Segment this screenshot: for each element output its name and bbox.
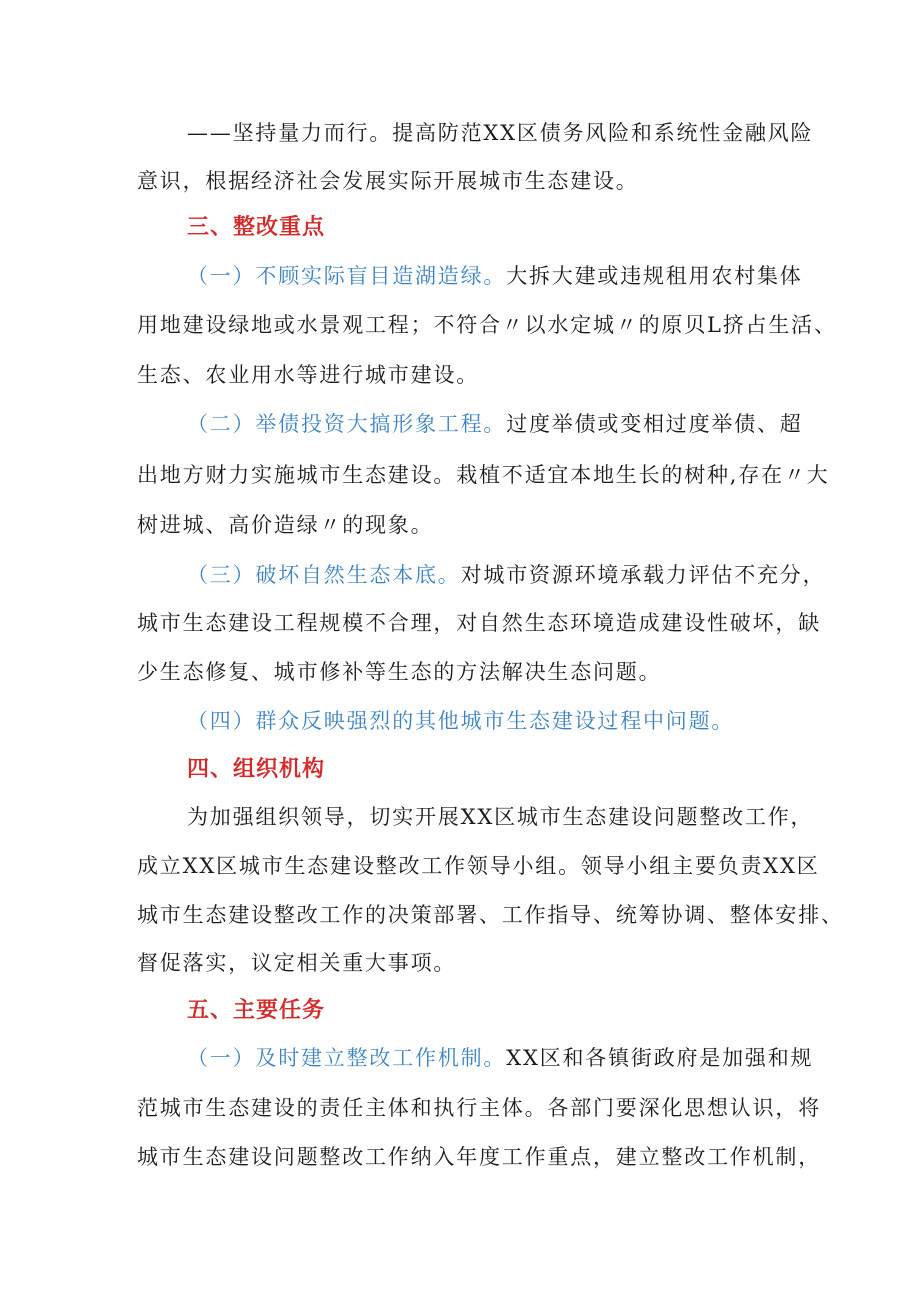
item-2-line-1 <box>187 409 817 439</box>
item-2-text: 过度举债或变相过度举债、超 <box>506 412 803 436</box>
section-heading-4: 四、组织机构 <box>187 757 326 782</box>
task-1-line-3: 城市生态建设问题整改工作纳入年度工作重点，建立整改工作机制， <box>137 1145 821 1169</box>
paragraph-4-line-3: 城市生态建设整改工作的决策部署、工作指导、统筹协调、整体安排、 <box>137 903 844 927</box>
item-1-line-1 <box>187 261 817 291</box>
paragraph-1-line-1: ——坚持量力而行。提高防范XX区债务风险和系统性金融风险 <box>187 121 814 145</box>
item-2-line-3: 树进城、高价造绿〃的现象。 <box>137 513 434 537</box>
item-1-text: 大拆大建或违规租用农村集体 <box>506 264 803 288</box>
paragraph-4-line-4: 督促落实，议定相关重大事项。 <box>137 951 457 975</box>
section-heading-5: 五、主要任务 <box>187 998 326 1023</box>
item-1-title: （一）不顾实际盲目造湖造绿。 <box>187 264 507 288</box>
section-heading-3: 三、整改重点 <box>187 215 326 240</box>
item-2-line-2: 出地方财力实施城市生态建设。栽植不适宜本地生长的树种,存在〃大 <box>137 463 830 487</box>
item-1-line-2: 用地建设绿地或水景观工程；不符合〃以水定城〃的原贝L挤占生活、 <box>137 313 837 337</box>
task-1-line-2: 范城市生态建设的责任主体和执行主体。各部门要深化思想认识，将 <box>137 1096 821 1120</box>
item-2-title: （二）举债投资大搞形象工程。 <box>187 412 507 436</box>
item-3-line-3: 少生态修复、城市修补等生态的方法解决生态问题。 <box>137 660 662 684</box>
paragraph-4-line-1: 为加强组织领导，切实开展XX区城市生态建设问题整改工作， <box>187 805 814 829</box>
task-1-text: XX区和各镇街政府是加强和规 <box>506 1046 814 1070</box>
item-4-title: （四）群众反映强烈的其他城市生态建设过程中问题。 <box>187 709 735 733</box>
item-3-line-2: 城市生态建设工程规模不合理，对自然生态环境造成建设性破坏，缺 <box>137 611 821 635</box>
paragraph-4-line-2: 成立XX区城市生态建设整改工作领导小组。领导小组主要负责XX区 <box>137 854 820 878</box>
item-3-title: （三）破坏自然生态本底。 <box>187 563 461 587</box>
item-1-line-3: 生态、农业用水等进行城市建设。 <box>137 363 479 387</box>
task-1-line-1 <box>187 1043 817 1073</box>
paragraph-1-line-2: 意识，根据经济社会发展实际开展城市生态建设。 <box>137 169 639 193</box>
item-3-line-1 <box>187 560 826 590</box>
item-3-text: 对城市资源环境承载力评估不充分， <box>460 563 826 587</box>
task-1-title: （一）及时建立整改工作机制。 <box>187 1046 507 1070</box>
